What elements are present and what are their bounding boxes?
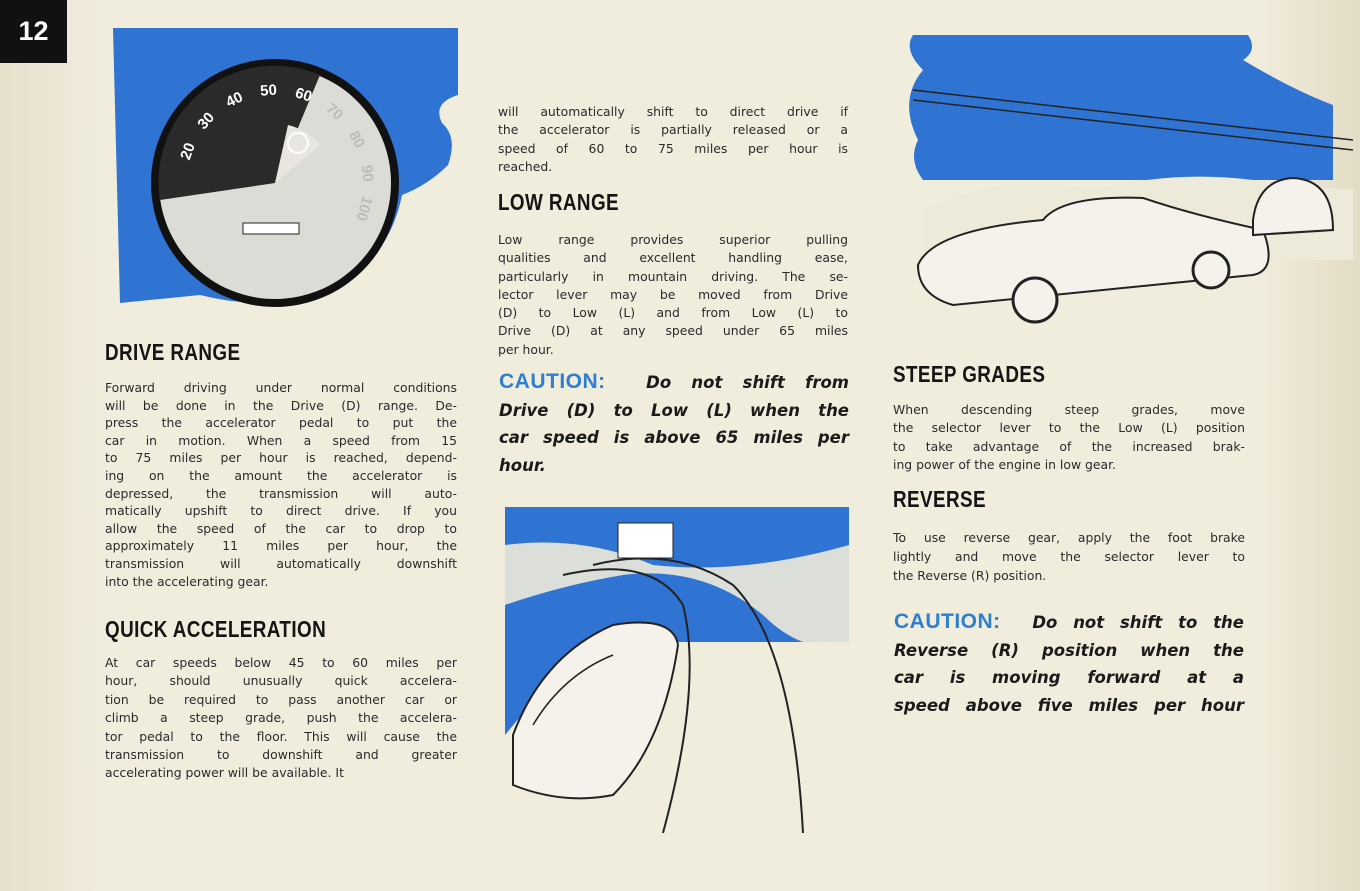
caution-line: car speed is above 65 miles per: [499, 428, 849, 448]
text-line: car in motion. When a speed from 15: [105, 432, 457, 448]
caution-low-range: [499, 369, 849, 479]
gauge-label: 40: [223, 88, 246, 112]
caution-label: CAUTION:: [499, 370, 606, 393]
text-line: particularly in mountain driving. The se-: [498, 268, 848, 284]
heading-quick-acceleration: QUICK ACCELERATION: [105, 616, 327, 642]
text-line: will automatically shift to direct drive if: [498, 104, 848, 119]
text-line: the Reverse (R) position.: [893, 568, 1047, 583]
text-line: hour, should unusually quick accelera-: [105, 673, 457, 689]
quick-acceleration-text: [105, 654, 457, 783]
text-line: To use reverse gear, apply the foot brake: [893, 530, 1245, 545]
caution-line: Drive (D) to Low (L) when the: [499, 400, 849, 420]
continued-text: [498, 103, 848, 176]
mountain-road-illustration: [503, 505, 851, 833]
text-line: Drive (D) at any speed under 65 miles: [498, 323, 848, 339]
text-line: the accelerator is partially released or a: [498, 122, 848, 138]
text-line: qualities and excellent handling ease,: [498, 250, 848, 266]
page-number: 12: [0, 0, 67, 63]
caution-line: Reverse (R) position when the: [894, 640, 1244, 660]
caution-line: hour.: [499, 455, 546, 475]
caution-line: speed above five miles per hour: [894, 695, 1244, 715]
text-line: lightly and move the selector lever to: [893, 549, 1245, 564]
text-line: to 75 miles per hour is reached, depend-: [105, 450, 457, 466]
text-line: will be done in the Drive (D) range. De-: [105, 397, 457, 413]
caution-reverse: [894, 609, 1244, 719]
text-line: tor pedal to the floor. This will cause the: [105, 728, 457, 744]
gauge-label: 20: [177, 140, 199, 163]
caution-label: CAUTION:: [894, 610, 1001, 633]
text-line: tion be required to pass another car or: [105, 691, 457, 707]
caution-line: car is moving forward at a: [894, 668, 1244, 688]
text-line: reached.: [498, 158, 553, 174]
text-line: ing on the amount the accelerator is: [105, 467, 457, 483]
text-line: Forward driving under normal conditions: [105, 380, 457, 395]
text-line: press the accelerator pedal to put the: [105, 415, 457, 431]
text-line: transmission to downshift and greater: [105, 746, 457, 762]
gauge-label: 100: [352, 194, 376, 223]
text-line: the selector lever to the Low (L) position: [893, 420, 1245, 436]
text-line: per hour.: [498, 341, 554, 357]
gauge-label: 80: [345, 128, 369, 151]
low-range-text: [498, 231, 848, 359]
gauge-label: 60: [293, 84, 315, 106]
text-line: (D) to Low (L) and from Low (L) to: [498, 305, 848, 321]
text-line: When descending steep grades, move: [893, 402, 1245, 417]
caution-text: Do not shift from: [646, 373, 849, 392]
text-line: ing power of the engine in low gear.: [893, 456, 1116, 472]
caution-line: [499, 369, 849, 397]
gauge-label: 50: [259, 81, 278, 100]
text-line: lector lever may be moved from Drive: [498, 286, 848, 302]
text-line: matically upshift to direct drive. If you: [105, 503, 457, 519]
heading-low-range: LOW RANGE: [498, 189, 620, 215]
text-line: At car speeds below 45 to 60 miles per: [105, 655, 457, 670]
heading-steep-grades: STEEP GRADES: [893, 361, 1046, 387]
text-line: approximately 11 miles per hour, the: [105, 538, 457, 554]
gauge-label: 90: [357, 164, 377, 183]
caution-line: [894, 609, 1244, 637]
text-line: into the accelerating gear.: [105, 573, 269, 589]
steep-grades-text: [893, 401, 1245, 474]
heading-reverse: REVERSE: [893, 486, 987, 512]
text-line: depressed, the transmission will auto-: [105, 485, 457, 501]
text-line: to take advantage of the increased brak-: [893, 438, 1245, 454]
text-line: accelerating power will be available. It: [105, 765, 344, 781]
speedometer-illustration: [110, 25, 462, 307]
text-line: climb a steep grade, push the accelera-: [105, 710, 457, 726]
reverse-text: [893, 528, 1245, 585]
text-line: transmission will automatically downshift: [105, 555, 457, 571]
drive-range-text: [105, 379, 457, 590]
heading-drive-range: DRIVE RANGE: [105, 339, 241, 365]
caution-text: Do not shift to the: [1032, 613, 1244, 632]
text-line: speed of 60 to 75 miles per hour is: [498, 140, 848, 156]
text-line: allow the speed of the car to drop to: [105, 520, 457, 536]
gauge-label: 70: [322, 100, 347, 124]
text-line: Low range provides superior pulling: [498, 232, 848, 247]
gauge-label: 30: [194, 109, 219, 133]
car-descending-illustration: [893, 30, 1355, 348]
